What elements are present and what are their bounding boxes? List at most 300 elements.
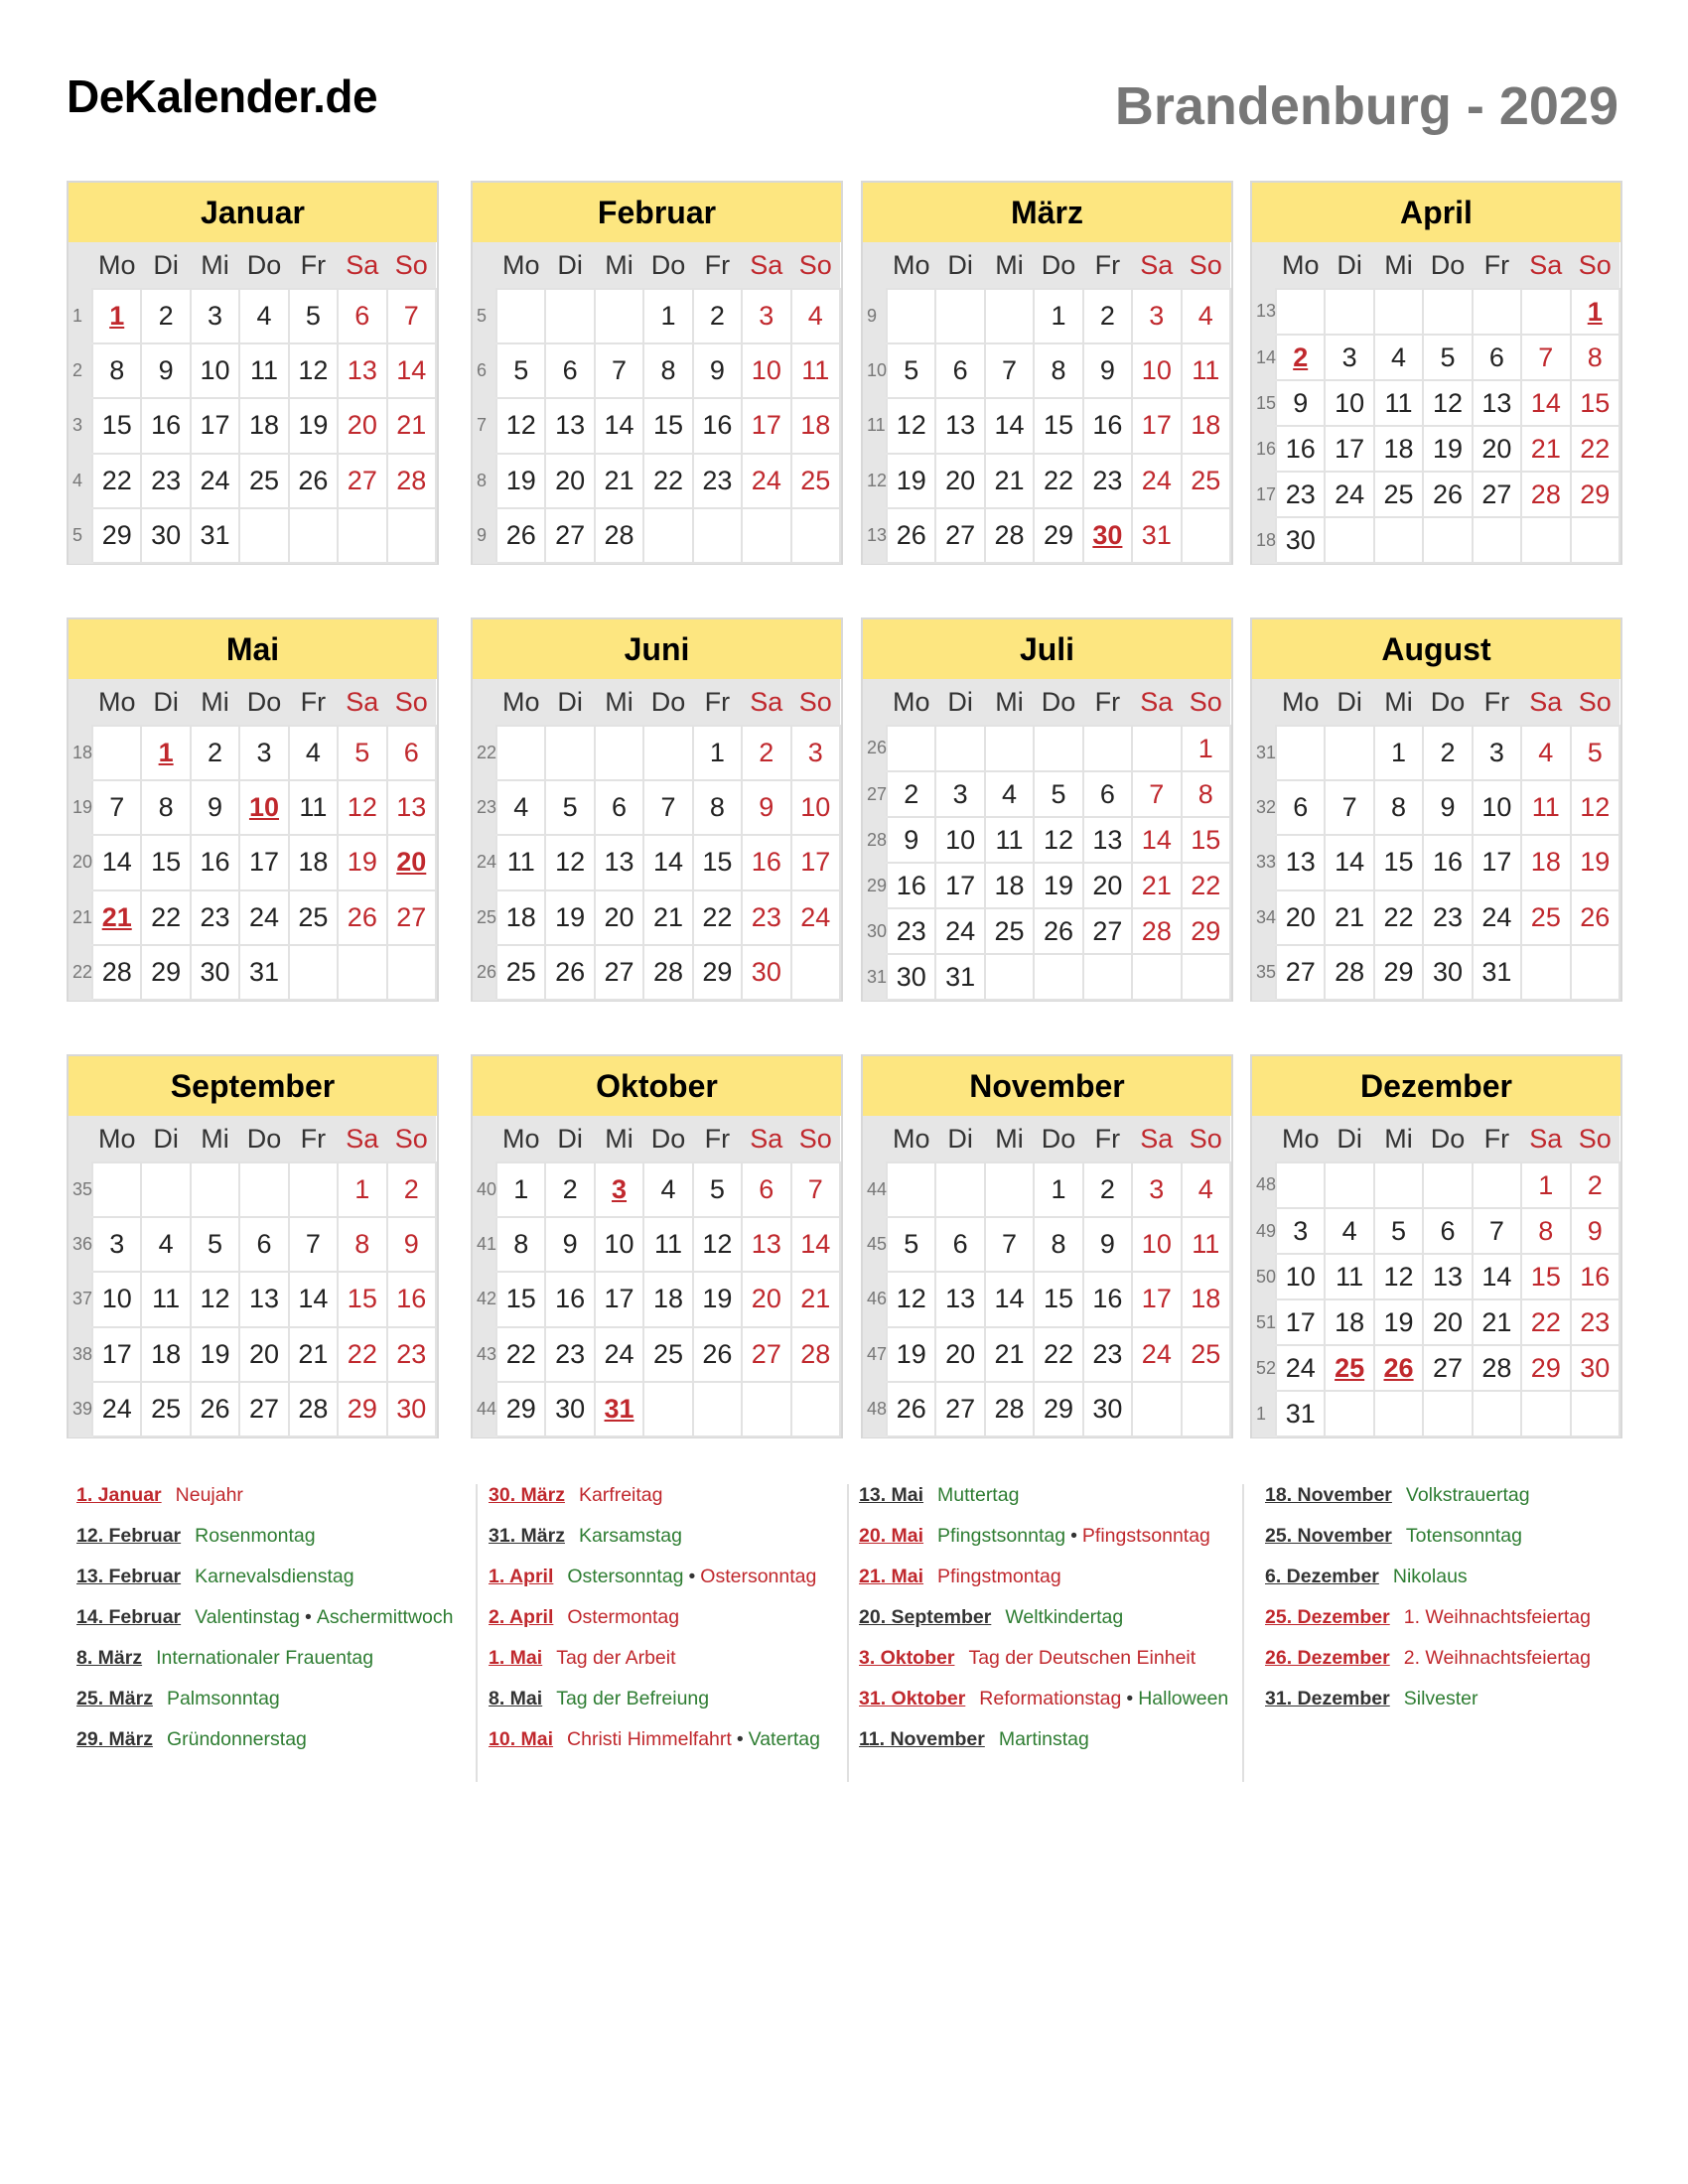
week-number: 42: [473, 1272, 496, 1326]
day-cell: 31: [595, 1382, 643, 1436]
day-cell: 11: [1325, 1254, 1373, 1299]
day-cell: 6: [1473, 335, 1521, 380]
day-cell: 23: [887, 908, 935, 954]
day-cell: 22: [92, 454, 141, 508]
day-cell: 10: [239, 780, 288, 835]
day-cell: 21: [1325, 890, 1373, 945]
day-cell: 15: [496, 1272, 545, 1326]
holiday-date[interactable]: 1. Januar: [76, 1484, 162, 1506]
day-cell: 28: [791, 1327, 840, 1382]
day-cell: 27: [742, 1327, 790, 1382]
day-cell: 6: [935, 1217, 984, 1272]
day-cell: 29: [693, 945, 742, 1000]
day-cell: 18: [1325, 1299, 1373, 1345]
holiday-date[interactable]: 20. Mai: [859, 1525, 924, 1547]
day-cell: 12: [1423, 380, 1472, 426]
day-cell: 1: [1374, 726, 1423, 780]
weekday-header: Do: [1034, 242, 1082, 289]
holiday-item: [489, 1525, 820, 1566]
week-number: 10: [863, 343, 887, 398]
holiday-date[interactable]: 25. Dezember: [1265, 1606, 1390, 1628]
day-cell: 31: [239, 945, 288, 1000]
day-cell: 14: [1521, 380, 1570, 426]
empty-cell: [92, 1162, 141, 1217]
empty-cell: [887, 1162, 935, 1217]
month-januar: [67, 181, 439, 565]
day-cell: 27: [1423, 1345, 1472, 1391]
holiday-item: [76, 1484, 453, 1525]
weekday-header: Mo: [887, 679, 935, 726]
day-cell: 15: [1374, 835, 1423, 889]
day-cell: 2: [141, 289, 190, 343]
empty-cell: [887, 726, 935, 771]
week-number: 17: [1252, 472, 1276, 517]
empty-cell: [1571, 517, 1619, 563]
day-cell: 16: [191, 835, 239, 889]
day-cell: 19: [289, 398, 338, 453]
day-cell: 11: [643, 1217, 692, 1272]
day-cell: 18: [1182, 398, 1230, 453]
holiday-date[interactable]: 3. Oktober: [859, 1647, 955, 1669]
empty-cell: [1182, 954, 1230, 1000]
day-cell: 8: [643, 343, 692, 398]
weekday-header: So: [791, 242, 840, 289]
empty-cell: [1521, 945, 1570, 1000]
empty-cell: [643, 508, 692, 563]
weekday-header: Sa: [1132, 242, 1181, 289]
weekday-header: Mi: [595, 242, 643, 289]
day-cell: 3: [742, 289, 790, 343]
day-cell: 23: [1276, 472, 1325, 517]
day-cell: 16: [887, 863, 935, 908]
holiday-item: [1265, 1484, 1591, 1525]
holiday-name: 2. Weihnachtsfeiertag: [1403, 1647, 1591, 1669]
holiday-column: [476, 1484, 820, 1782]
weekday-header: Do: [1423, 679, 1472, 726]
day-cell: 21: [643, 890, 692, 945]
week-number: 37: [69, 1272, 92, 1326]
holiday-date[interactable]: 6. Dezember: [1265, 1566, 1379, 1587]
empty-cell: [1182, 1382, 1230, 1436]
day-cell: 12: [1571, 780, 1619, 835]
day-cell: 30: [141, 508, 190, 563]
day-cell: 27: [595, 945, 643, 1000]
day-cell: 6: [595, 780, 643, 835]
bullet-separator: •: [1126, 1688, 1134, 1709]
day-cell: 20: [239, 1327, 288, 1382]
day-cell: 13: [387, 780, 436, 835]
day-cell: 5: [338, 726, 386, 780]
week-number: 43: [473, 1327, 496, 1382]
day-cell: 11: [141, 1272, 190, 1326]
day-cell: 26: [545, 945, 594, 1000]
weekday-header: Do: [1034, 679, 1082, 726]
day-cell: 3: [791, 726, 840, 780]
day-cell: 1: [141, 726, 190, 780]
day-cell: 22: [1571, 426, 1619, 472]
empty-cell: [92, 726, 141, 780]
empty-cell: [1521, 1391, 1570, 1436]
week-number: 23: [473, 780, 496, 835]
day-cell: 8: [496, 1217, 545, 1272]
holiday-name: Palmsonntag: [166, 1688, 280, 1709]
weekday-header: Fr: [289, 679, 338, 726]
day-cell: 17: [191, 398, 239, 453]
day-cell: 6: [935, 343, 984, 398]
weekday-header: So: [1182, 679, 1230, 726]
holiday-date[interactable]: 10. Mai: [489, 1728, 554, 1750]
day-cell: 3: [239, 726, 288, 780]
day-cell: 21: [92, 890, 141, 945]
holiday-date[interactable]: 29. März: [76, 1728, 153, 1750]
week-number: 51: [1252, 1299, 1276, 1345]
weekday-header: Mo: [92, 679, 141, 726]
holiday-name: Karfreitag: [578, 1484, 663, 1506]
holiday-date[interactable]: 30. März: [489, 1484, 565, 1506]
empty-cell: [643, 726, 692, 780]
day-cell: 21: [1521, 426, 1570, 472]
empty-cell: [693, 1382, 742, 1436]
holiday-name: Aschermittwoch: [316, 1606, 454, 1628]
day-cell: 31: [935, 954, 984, 1000]
day-cell: 8: [92, 343, 141, 398]
day-cell: 3: [92, 1217, 141, 1272]
day-cell: 20: [935, 454, 984, 508]
month-dezember: [1250, 1054, 1622, 1438]
day-cell: 16: [1423, 835, 1472, 889]
day-cell: 31: [1473, 945, 1521, 1000]
month-märz: [861, 181, 1233, 565]
weekday-header: Mo: [887, 242, 935, 289]
week-number: 7: [473, 398, 496, 453]
day-cell: 19: [1571, 835, 1619, 889]
holiday-date[interactable]: 25. März: [76, 1688, 153, 1709]
empty-cell: [1083, 726, 1132, 771]
holiday-date[interactable]: 31. Dezember: [1265, 1688, 1390, 1709]
holiday-date[interactable]: 18. November: [1265, 1484, 1392, 1506]
day-cell: 2: [693, 289, 742, 343]
day-cell: 19: [496, 454, 545, 508]
empty-cell: [387, 945, 436, 1000]
weekday-header: Sa: [742, 1116, 790, 1162]
holiday-name: Ostersonntag: [700, 1566, 817, 1587]
month-august: [1250, 617, 1622, 1002]
day-cell: 26: [1034, 908, 1082, 954]
weekday-header: Do: [1423, 242, 1472, 289]
weekday-header: Mi: [1374, 242, 1423, 289]
day-cell: 13: [1276, 835, 1325, 889]
holiday-date[interactable]: 25. November: [1265, 1525, 1392, 1547]
weekday-header: Sa: [742, 679, 790, 726]
day-cell: 8: [1571, 335, 1619, 380]
day-cell: 5: [1423, 335, 1472, 380]
holiday-item: [1265, 1566, 1591, 1606]
holiday-date[interactable]: 1. Mai: [489, 1647, 543, 1669]
day-cell: 19: [1034, 863, 1082, 908]
day-cell: 26: [289, 454, 338, 508]
day-cell: 18: [985, 863, 1034, 908]
holiday-date[interactable]: 20. September: [859, 1606, 992, 1628]
weekday-header: Fr: [1083, 1116, 1132, 1162]
day-cell: 30: [191, 945, 239, 1000]
day-cell: 20: [1083, 863, 1132, 908]
day-cell: 15: [1034, 398, 1082, 453]
week-number: 50: [1252, 1254, 1276, 1299]
empty-cell: [1276, 1162, 1325, 1208]
day-cell: 17: [1276, 1299, 1325, 1345]
day-cell: 18: [289, 835, 338, 889]
day-cell: 4: [289, 726, 338, 780]
day-cell: 30: [1276, 517, 1325, 563]
day-cell: 14: [985, 398, 1034, 453]
empty-cell: [1473, 1162, 1521, 1208]
weekday-header: Fr: [1473, 242, 1521, 289]
week-number: 26: [473, 945, 496, 1000]
holiday-column: [847, 1484, 1228, 1782]
day-cell: 25: [1182, 454, 1230, 508]
month-oktober: [471, 1054, 843, 1438]
weekday-header: Mi: [191, 242, 239, 289]
month-name: Mai: [69, 619, 437, 679]
holiday-item: [76, 1566, 453, 1606]
empty-cell: [1374, 289, 1423, 335]
day-cell: 16: [1083, 398, 1132, 453]
day-cell: 1: [1034, 289, 1082, 343]
day-cell: 20: [387, 835, 436, 889]
empty-cell: [545, 289, 594, 343]
day-cell: 14: [387, 343, 436, 398]
holiday-date[interactable]: 31. Oktober: [859, 1688, 966, 1709]
weekday-header: Mi: [1374, 679, 1423, 726]
weekday-header: So: [387, 242, 436, 289]
day-cell: 29: [1571, 472, 1619, 517]
day-cell: 8: [1374, 780, 1423, 835]
holiday-item: [1265, 1606, 1591, 1647]
holiday-date[interactable]: 2. April: [489, 1606, 554, 1628]
day-cell: 17: [239, 835, 288, 889]
empty-cell: [935, 289, 984, 343]
day-cell: 3: [1132, 289, 1181, 343]
empty-cell: [1132, 726, 1181, 771]
holiday-date[interactable]: 13. Februar: [76, 1566, 182, 1587]
day-cell: 25: [1521, 890, 1570, 945]
empty-cell: [496, 289, 545, 343]
day-cell: 4: [1374, 335, 1423, 380]
week-number: 35: [69, 1162, 92, 1217]
day-cell: 10: [1132, 1217, 1181, 1272]
day-cell: 22: [643, 454, 692, 508]
day-cell: 25: [496, 945, 545, 1000]
day-cell: 11: [1182, 1217, 1230, 1272]
week-number: 48: [1252, 1162, 1276, 1208]
day-cell: 8: [1034, 343, 1082, 398]
weekday-header: Sa: [1521, 242, 1570, 289]
week-number: 15: [1252, 380, 1276, 426]
day-cell: 22: [338, 1327, 386, 1382]
weekday-header: Fr: [1473, 679, 1521, 726]
day-cell: 1: [1182, 726, 1230, 771]
month-november: [861, 1054, 1233, 1438]
holiday-date[interactable]: 8. Mai: [489, 1688, 543, 1709]
week-number: 49: [1252, 1208, 1276, 1254]
weekday-header: So: [1571, 679, 1619, 726]
day-cell: 7: [1132, 771, 1181, 817]
empty-cell: [387, 508, 436, 563]
weekday-header: Di: [141, 679, 190, 726]
empty-cell: [1276, 726, 1325, 780]
day-cell: 15: [1521, 1254, 1570, 1299]
day-cell: 16: [141, 398, 190, 453]
day-cell: 9: [742, 780, 790, 835]
holiday-date[interactable]: 8. März: [76, 1647, 143, 1669]
day-cell: 24: [1132, 454, 1181, 508]
week-number: 1: [1252, 1391, 1276, 1436]
week-number: 46: [863, 1272, 887, 1326]
weekday-header: Do: [643, 242, 692, 289]
day-cell: 26: [191, 1382, 239, 1436]
holiday-date[interactable]: 14. Februar: [76, 1606, 182, 1628]
day-cell: 26: [496, 508, 545, 563]
week-number: 27: [863, 771, 887, 817]
day-cell: 8: [1521, 1208, 1570, 1254]
weekday-header: Sa: [1521, 1116, 1570, 1162]
day-cell: 4: [1182, 289, 1230, 343]
day-cell: 28: [985, 1382, 1034, 1436]
day-cell: 12: [1374, 1254, 1423, 1299]
holiday-item: [859, 1566, 1228, 1606]
weekday-header: Do: [239, 242, 288, 289]
day-cell: 4: [1325, 1208, 1373, 1254]
day-cell: 26: [338, 890, 386, 945]
day-cell: 17: [935, 863, 984, 908]
holiday-date[interactable]: 1. April: [489, 1566, 554, 1587]
day-cell: 28: [1473, 1345, 1521, 1391]
weekday-header: Mi: [985, 242, 1034, 289]
day-cell: 29: [1374, 945, 1423, 1000]
weekday-header: So: [1182, 242, 1230, 289]
day-cell: 9: [1083, 1217, 1132, 1272]
day-cell: 11: [1182, 343, 1230, 398]
day-cell: 28: [92, 945, 141, 1000]
week-number: 12: [863, 454, 887, 508]
empty-cell: [1374, 1391, 1423, 1436]
weekday-header: Sa: [1521, 679, 1570, 726]
weekday-header: Di: [935, 679, 984, 726]
weekday-header: Sa: [742, 242, 790, 289]
day-cell: 14: [1132, 817, 1181, 863]
day-cell: 18: [496, 890, 545, 945]
holiday-name: Ostermontag: [567, 1606, 680, 1628]
weekday-header: So: [1571, 242, 1619, 289]
day-cell: 19: [545, 890, 594, 945]
day-cell: 10: [935, 817, 984, 863]
week-number: 30: [863, 908, 887, 954]
day-cell: 23: [742, 890, 790, 945]
week-number: 41: [473, 1217, 496, 1272]
day-cell: 14: [289, 1272, 338, 1326]
day-cell: 15: [1182, 817, 1230, 863]
holiday-date[interactable]: 31. März: [489, 1525, 565, 1547]
month-name: Juni: [473, 619, 841, 679]
day-cell: 12: [887, 398, 935, 453]
day-cell: 26: [1374, 1345, 1423, 1391]
day-cell: 17: [92, 1327, 141, 1382]
empty-cell: [1473, 1391, 1521, 1436]
day-cell: 9: [693, 343, 742, 398]
holiday-item: [489, 1728, 820, 1769]
day-cell: 14: [643, 835, 692, 889]
empty-cell: [141, 1162, 190, 1217]
empty-cell: [289, 1162, 338, 1217]
empty-cell: [1276, 289, 1325, 335]
day-cell: 6: [1276, 780, 1325, 835]
holiday-date[interactable]: 11. November: [859, 1728, 985, 1750]
holiday-name: Karnevalsdienstag: [195, 1566, 354, 1587]
day-cell: 2: [1423, 726, 1472, 780]
empty-cell: [1034, 954, 1082, 1000]
day-cell: 21: [791, 1272, 840, 1326]
weekday-header: Mi: [985, 679, 1034, 726]
day-cell: 26: [887, 1382, 935, 1436]
day-cell: 13: [1473, 380, 1521, 426]
holiday-item: [489, 1606, 820, 1647]
brand-logo[interactable]: DeKalender.de: [67, 70, 378, 122]
weekday-header: Mo: [496, 679, 545, 726]
week-number: 28: [863, 817, 887, 863]
weekday-header: Di: [545, 1116, 594, 1162]
day-cell: 20: [742, 1272, 790, 1326]
weekday-header: Di: [1325, 679, 1373, 726]
weekday-header: Mi: [191, 679, 239, 726]
day-cell: 23: [191, 890, 239, 945]
day-cell: 25: [289, 890, 338, 945]
month-name: Oktober: [473, 1056, 841, 1116]
day-cell: 18: [643, 1272, 692, 1326]
day-cell: 1: [643, 289, 692, 343]
weekday-header: Sa: [1132, 679, 1181, 726]
holiday-date[interactable]: 26. Dezember: [1265, 1647, 1390, 1669]
day-cell: 10: [595, 1217, 643, 1272]
day-cell: 23: [545, 1327, 594, 1382]
day-cell: 24: [1325, 472, 1373, 517]
holiday-item: [76, 1525, 453, 1566]
day-cell: 16: [387, 1272, 436, 1326]
week-number: 47: [863, 1327, 887, 1382]
day-cell: 16: [1571, 1254, 1619, 1299]
day-cell: 25: [239, 454, 288, 508]
day-cell: 5: [289, 289, 338, 343]
day-cell: 27: [545, 508, 594, 563]
weekday-header: Di: [545, 679, 594, 726]
day-cell: 4: [1521, 726, 1570, 780]
day-cell: 6: [338, 289, 386, 343]
day-cell: 14: [1473, 1254, 1521, 1299]
empty-cell: [239, 508, 288, 563]
holiday-date[interactable]: 21. Mai: [859, 1566, 924, 1587]
day-cell: 7: [791, 1162, 840, 1217]
day-cell: 5: [1374, 1208, 1423, 1254]
empty-cell: [338, 508, 386, 563]
day-cell: 5: [191, 1217, 239, 1272]
day-cell: 4: [1182, 1162, 1230, 1217]
holiday-name: Pfingstsonntag: [1081, 1525, 1210, 1547]
holiday-date[interactable]: 12. Februar: [76, 1525, 182, 1547]
empty-cell: [791, 945, 840, 1000]
empty-cell: [1325, 726, 1373, 780]
day-cell: 12: [1034, 817, 1082, 863]
day-cell: 10: [191, 343, 239, 398]
holiday-date[interactable]: 13. Mai: [859, 1484, 924, 1506]
